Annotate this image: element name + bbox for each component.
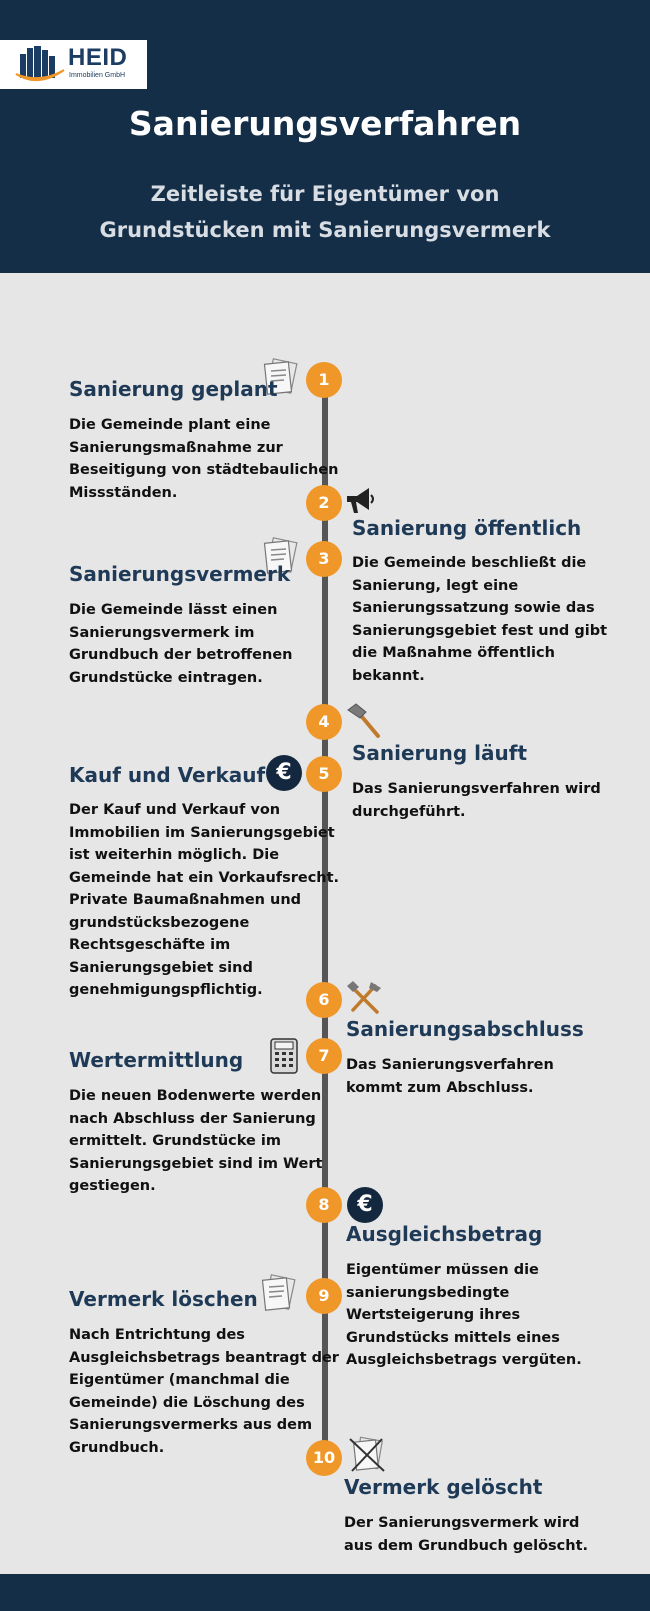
step-text-9 [69,1324,339,1459]
text-line: Grundstücke eintragen. [69,669,263,686]
calculator-icon [270,1038,298,1074]
text-line: Private Baumaßnahmen und [69,892,302,908]
crossed-document-icon [346,1435,388,1475]
subtitle-line: Zeitleiste für Eigentümer von [150,182,500,206]
step-number-2: 2 [306,485,342,521]
text-line: Eigentümer müssen die [346,1262,539,1278]
tools-icon [345,980,385,1018]
step-number-1: 1 [306,362,342,398]
step-number-10: 10 [306,1440,342,1476]
text-line: Sanierungsgebiet sind im Wert [69,1155,323,1172]
text-line: Die Gemeinde beschließt die [352,555,587,571]
step-number-3: 3 [306,541,342,577]
step-text-4 [352,778,601,823]
text-line: Nach Entrichtung des [69,1327,245,1343]
step-text-10 [344,1512,588,1557]
text-line: Grundbuch. [69,1439,165,1456]
text-line: gestiegen. [69,1178,156,1194]
text-line: grundstücksbezogene [69,914,250,931]
footer-bar [0,1574,650,1611]
text-line: Das Sanierungsverfahren wird [352,781,601,797]
step-text-3 [69,599,292,689]
step-text-7 [69,1085,322,1198]
step-text-6 [346,1054,554,1099]
text-line: ermittelt. Grundstücke im [69,1133,281,1149]
text-line: Gemeinde hat ein Vorkaufsrecht. [69,869,340,886]
text-line: Das Sanierungsverfahren [346,1057,554,1073]
step-number-8: 8 [306,1187,342,1223]
text-line: Missständen. [69,484,178,501]
step-title-3: Sanierungsvermerk [69,562,291,586]
step-title-2: Sanierung öffentlich [352,516,582,540]
text-line: Sanierung, legt eine [352,577,519,594]
document-icon [256,1274,300,1312]
text-line: Sanierungsmaßnahme zur [69,439,283,456]
text-line: ist weiterhin möglich. Die [69,847,280,863]
step-text-8 [346,1259,582,1372]
text-line: Grundbuch der betroffenen [69,647,293,663]
text-line: Wertsteigerung ihres [346,1307,521,1323]
text-line: Beseitigung von städtebaulichen [69,462,339,478]
text-line: Sanierungssatzung sowie das [352,600,595,616]
text-line: Immobilien im Sanierungsgebiet [69,824,335,841]
step-title-8: Ausgleichsbetrag [346,1222,543,1246]
text-line: kommt zum Abschluss. [346,1079,534,1096]
text-line: Eigentümer (manchmal die [69,1372,290,1388]
text-line: sanierungsbedingte [346,1284,510,1301]
text-line: aus dem Grundbuch gelöscht. [344,1537,589,1554]
euro-icon: € [266,755,302,791]
step-number-4: 4 [306,704,342,740]
step-text-1 [69,414,338,504]
text-line: Die neuen Bodenwerte werden [69,1088,322,1104]
euro-icon: € [347,1187,383,1223]
step-title-9: Vermerk löschen [69,1287,258,1311]
text-line: Sanierungsgebiet fest und gibt [352,622,608,639]
page-title: Sanierungsverfahren [128,104,522,143]
header [0,0,650,273]
text-line: Ausgleichsbetrags vergüten. [346,1352,582,1368]
text-line: Sanierungsvermerks aus dem [69,1417,313,1433]
text-line: Die Gemeinde lässt einen [69,602,278,618]
step-title-7: Wertermittlung [69,1048,244,1072]
step-title-5: Kauf und Verkauf [69,763,266,787]
text-line: durchgeführt. [352,803,466,820]
text-line: Die Gemeinde plant eine [69,417,271,433]
step-title-1: Sanierung geplant [69,377,278,401]
step-title-4: Sanierung läuft [352,741,528,765]
text-line: die Maßnahme öffentlich [352,645,555,661]
text-line: Ausgleichsbetrags beantragt der [69,1349,339,1366]
text-line: Grundstücks mittels eines [346,1329,560,1346]
text-line: nach Abschluss der Sanierung [69,1110,316,1127]
page-subtitle [0,176,650,248]
step-text-2 [352,552,607,687]
step-number-6: 6 [306,982,342,1018]
text-line: Rechtsgeschäfte im [69,937,231,953]
logo-name: HEID [68,44,128,71]
step-title-10: Vermerk gelöscht [344,1475,543,1499]
text-line: Der Sanierungsvermerk wird [344,1515,580,1531]
company-logo[interactable] [0,40,147,89]
step-title-6: Sanierungsabschluss [346,1017,584,1041]
text-line: Gemeinde) die Löschung des [69,1394,305,1411]
text-line: Sanierungsgebiet sind [69,959,253,976]
megaphone-icon [343,483,377,517]
text-line: genehmigungspflichtig. [69,982,263,998]
step-number-7: 7 [306,1038,342,1074]
subtitle-line: Grundstücken mit Sanierungsvermerk [99,218,551,242]
step-number-9: 9 [306,1278,342,1314]
text-line: bekannt. [352,667,425,684]
hammer-icon [344,702,384,740]
text-line: Sanierungsvermerk im [69,624,255,641]
step-text-5 [69,799,339,1002]
text-line: Der Kauf und Verkauf von [69,802,281,818]
step-number-5: 5 [306,756,342,792]
logo-subtitle: Immobilien GmbH [69,72,126,79]
building-logo-icon [14,44,66,86]
